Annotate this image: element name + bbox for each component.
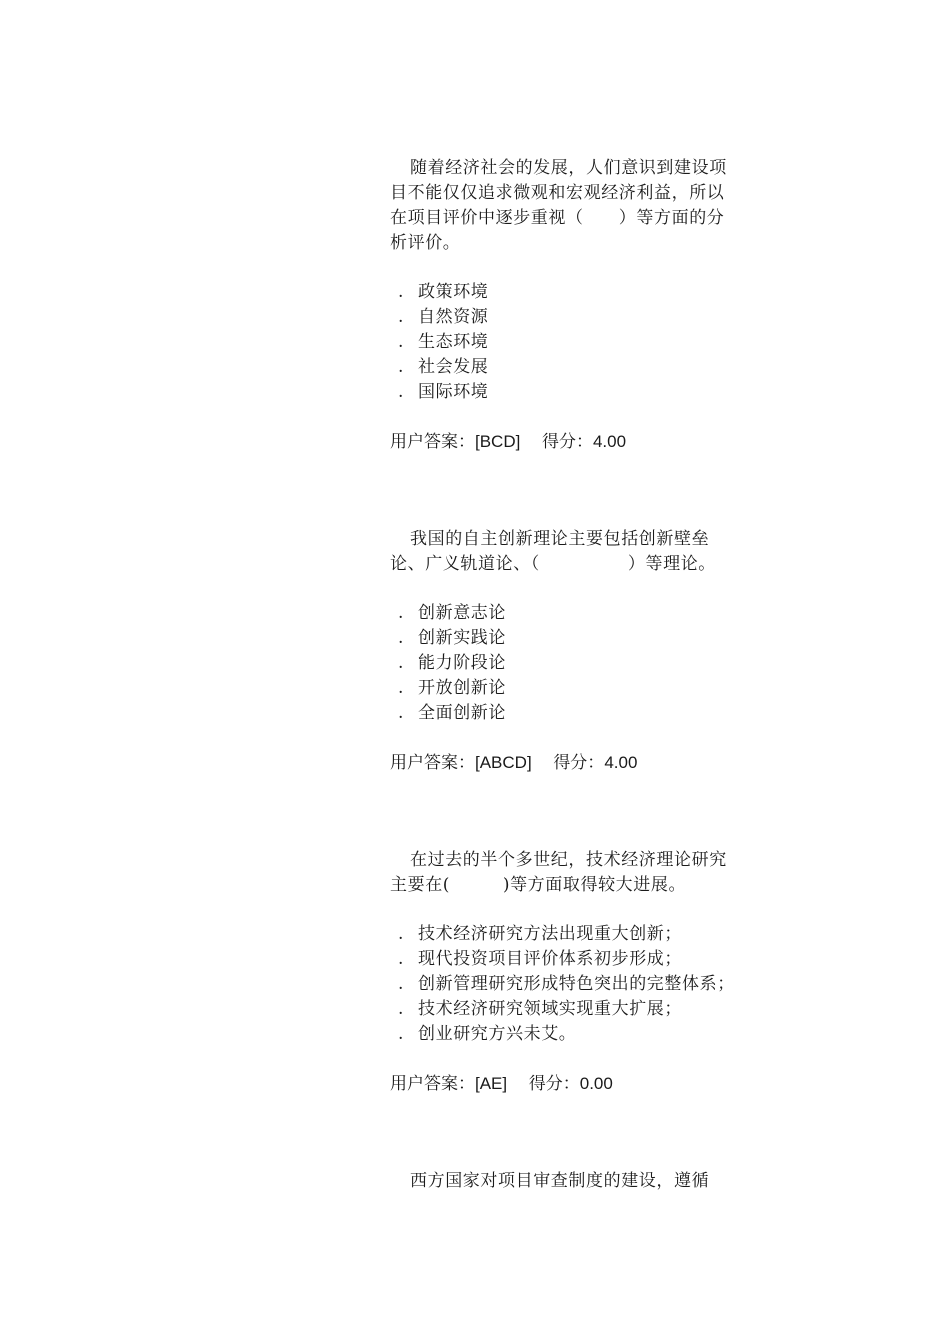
score-label: 得分： [528,1074,580,1094]
option-marker: . [398,949,405,969]
option-item[interactable] [390,280,736,305]
option-label: 现代投资项目评价体系初步形成； [418,949,682,969]
option-list [390,922,736,1047]
option-label: 技术经济研究方法出现重大创新； [418,924,682,944]
option-list [390,601,736,726]
score-value: 4.00 [592,432,627,451]
option-marker: . [398,628,405,648]
score-label: 得分： [541,432,593,452]
option-marker: . [398,999,405,1019]
answer-label: 用户答案： [390,432,475,452]
option-item[interactable] [390,651,736,676]
option-label: 能力阶段论 [418,653,506,673]
block-spacer [390,455,736,527]
option-marker: . [398,282,405,302]
option-marker: . [398,1024,405,1044]
option-marker: . [398,974,405,994]
option-item[interactable] [390,701,736,726]
option-item[interactable] [390,305,736,330]
option-item[interactable] [390,626,736,651]
option-label: 创新意志论 [418,603,506,623]
question-2 [390,527,736,776]
option-label: 开放创新论 [418,678,506,698]
question-4 [390,1169,736,1194]
option-item[interactable] [390,947,736,972]
option-item[interactable] [390,922,736,947]
option-label: 自然资源 [418,307,489,327]
option-marker: . [398,703,405,723]
option-label: 全面创新论 [418,703,506,723]
score-value: 0.00 [579,1074,613,1093]
question-text: 我国的自主创新理论主要包括创新壁垒论、广义轨道论、（ ）等理论。 [390,529,716,574]
option-label: 创新管理研究形成特色突出的完整体系； [418,974,735,994]
answer-label: 用户答案： [390,1074,475,1094]
question-3 [390,848,736,1097]
option-marker: . [398,653,405,673]
answer-label: 用户答案： [390,753,475,773]
option-label: 创新实践论 [418,628,506,648]
option-label: 政策环境 [418,282,489,302]
option-marker: . [398,678,405,698]
option-item[interactable] [390,330,736,355]
option-marker: . [398,924,405,944]
question-text: 随着经济社会的发展，人们意识到建设项目不能仅仅追求微观和宏观经济利益，所以在项目评价中逐步重视（ ）等方面的分析评价。 [390,158,727,253]
answer-line [390,750,736,776]
question-text: 在过去的半个多世纪，技术经济理论研究主要在( )等方面取得较大进展。 [390,850,727,895]
answer-value: [BCD] [475,432,521,451]
option-marker: . [398,332,405,352]
option-item[interactable] [390,676,736,701]
score-value: 4.00 [604,753,638,772]
block-spacer [390,1097,736,1169]
answer-value: [ABCD] [475,753,532,772]
answer-line [390,429,736,455]
question-1 [390,156,736,455]
option-item[interactable] [390,355,736,380]
option-label: 社会发展 [418,357,489,377]
option-marker: . [398,603,405,623]
option-marker: . [398,357,405,377]
block-spacer [390,776,736,848]
answer-value: [AE] [475,1074,508,1093]
option-item[interactable] [390,1022,736,1047]
option-item[interactable] [390,997,736,1022]
option-label: 生态环境 [418,332,489,352]
option-list [390,280,736,405]
option-item[interactable] [390,972,736,997]
question-text: 西方国家对项目审查制度的建设，遵循 [410,1171,710,1191]
option-marker: . [398,307,405,327]
score-label: 得分： [553,753,605,773]
option-item[interactable] [390,380,736,405]
option-marker: . [398,382,405,402]
answer-line [390,1071,736,1097]
document-column [390,156,736,1194]
option-label: 国际环境 [418,382,489,402]
option-label: 创业研究方兴未艾。 [418,1024,577,1044]
option-label: 技术经济研究领域实现重大扩展； [418,999,682,1019]
option-item[interactable] [390,601,736,626]
